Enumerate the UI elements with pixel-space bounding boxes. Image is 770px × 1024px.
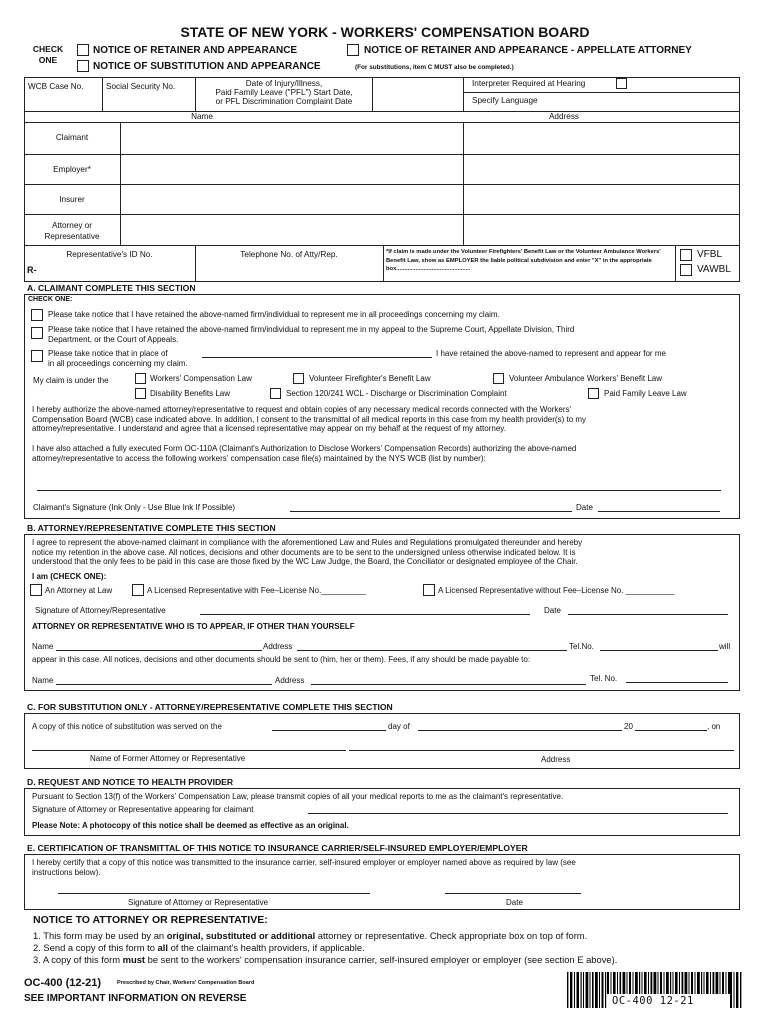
payee-tel-label: Tel. No. [590,674,618,683]
former-address-field[interactable] [349,750,734,751]
claimant-opt3-text-a: Please take notice that in place of [48,349,168,358]
year-field[interactable] [635,730,707,731]
appear-tel-field[interactable] [600,650,718,651]
claimant-signature-field[interactable] [290,511,572,512]
barcode-right [730,972,742,1008]
section-d-p2: Signature of Attorney or Representative appearing for claimant [32,805,254,814]
health-signature-field[interactable] [308,813,728,814]
licensed-nofee-checkbox[interactable] [423,584,435,596]
rep-id-label: Representative's ID No. [66,250,153,259]
date-injury-label: Date of Injury/Illness, Paid Family Leave ("PFL") Start Date, or PFL Discrimination Complaint Date [215,79,353,107]
notice-item-2: 2. Send a copy of this form to all of the claimant's health providers, if applicable. [33,942,365,953]
claim-under-label: My claim is under the [33,376,109,385]
certify-signature-label: Signature of Attorney or Representative [128,898,269,907]
claimant-date-label: Date [576,503,593,512]
claimant-opt3-checkbox[interactable] [31,350,43,362]
vfbl-label: VFBL [697,249,723,260]
payee-address-field[interactable] [311,684,586,685]
oc110a-paragraph: I have also attached a fully executed Form OC-110A (Claimant's Authorization to Disclose Workers' Compensation Records) authorizing the above-named attorney/representative to access the following workers' compensation case file(s) maintained by the NYS WCB (list by number): [32,444,577,463]
insurer-label: Insurer [59,195,85,204]
section-b-title: B. ATTORNEY/REPRESENTATIVE COMPLETE THIS SECTION [27,523,276,533]
month-field[interactable] [418,730,622,731]
pfl-checkbox[interactable] [588,388,599,399]
attorney-row-label: Attorney or Representative [44,221,100,241]
claimant-opt3-text-b: I have retained the above-named to represent and appear for me [436,349,666,358]
attorney-at-law-label: An Attorney at Law [45,586,113,595]
barcode-left [567,972,607,1008]
attorney-date-label: Date [544,606,561,615]
check-one-label: CHECK ONE [32,44,64,65]
former-attorney-label: Name of Former Attorney or Representative [90,754,246,763]
dbl-label: Disability Benefits Law [150,389,231,398]
notice-title: NOTICE TO ATTORNEY OR REPRESENTATIVE: [33,914,268,926]
form-number: OC-400 (12-21) [24,977,102,989]
previous-attorney-field[interactable] [202,357,432,358]
wcl-checkbox[interactable] [135,373,146,384]
vfbl-note: *If claim is made under the Volunteer Firefighters' Benefit Law or the Volunteer Ambulance Workers' Benefit Law, show as EMPLOYER the liable political subdivision and enter "X" in the appropriate box.............................................. [386,249,661,273]
retainer-checkbox[interactable] [77,44,89,56]
attorney-at-law-checkbox[interactable] [30,584,42,596]
barcode-top [607,972,730,994]
appellate-label: NOTICE OF RETAINER AND APPEARANCE - APPELLATE ATTORNEY [364,45,692,56]
section-e-title: E. CERTIFICATION OF TRANSMITTAL OF THIS NOTICE TO INSURANCE CARRIER/SELF-INSURED EMPLOYER/EMPLOYER [27,843,528,853]
appear-title: ATTORNEY OR REPRESENTATIVE WHO IS TO APPEAR, IF OTHER THAN YOURSELF [32,622,355,631]
dbl-checkbox[interactable] [135,388,146,399]
claimant-opt1-checkbox[interactable] [31,309,43,321]
agree-paragraph: I agree to represent the above-named claimant in compliance with the aforementioned Law and Rules and Regulations promulgated thereunder and hereby notice my retention in the above case. All notices, decisions and other documents are to be sent to the undersigned unless otherwise indicated below. It is understood that the only fees to be paid in this case are those fixed by the WC Law Judge, the Board, the Conciliator or designated employee of the Chair. [32,538,583,567]
vfbl-law-label: Volunteer Firefighter's Benefit Law [309,374,431,383]
interpreter-checkbox[interactable] [616,78,627,89]
authorize-paragraph: I hereby authorize the above-named attorney/representative to request and obtain copies of any necessary medical records connected with the Workers' Compensation Board (WCB) case indicated above. In addition, I consent to the transmittal of all medical reports in this case from my health provider(s) to my attorney/representative. I understand and agree that a licensed representative may appear on my behalf at the request of my attorney. [32,405,587,434]
notice-item-3: 3. A copy of this form must be sent to the workers' compensation insurance carrier, self-insured employer or employer (see section E above). [33,954,618,965]
vfbl-law-checkbox[interactable] [293,373,304,384]
former-attorney-field[interactable] [32,750,346,751]
substitution-label: NOTICE OF SUBSTITUTION AND APPEARANCE [93,61,321,72]
claimant-label: Claimant [55,133,89,142]
appear-address-label: Address [263,642,293,651]
substitution-note: (For substitutions, item C MUST also be completed.) [355,64,514,71]
i-am-label: I am (CHECK ONE): [32,572,107,581]
wcl-label: Workers' Compensation Law [150,374,252,383]
licensed-nofee-label: A Licensed Representative without Fee–License No. ___________ [438,586,675,595]
former-address-label: Address [541,755,571,764]
appear-address-field[interactable] [297,650,567,651]
telephone-label: Telephone No. of Atty/Rep. [240,250,338,259]
attorney-signature-label: Signature of Attorney/Representative [35,606,166,615]
notice-item-1: 1. This form may be used by an original, substituted or additional attorney or representative. Check appropriate box on top of form. [33,930,588,941]
section-a-check-one: CHECK ONE: [28,296,73,303]
day-of-label: day of [388,722,410,731]
certify-date-label: Date [506,898,523,907]
payee-name-field[interactable] [56,684,272,685]
see-reverse: SEE IMPORTANT INFORMATION ON REVERSE [24,993,247,1004]
payee-tel-field[interactable] [626,682,728,683]
appear-tel-label: Tel.No. [569,642,594,651]
ssn-label: Social Security No. [106,82,176,91]
vawbl-label: VAWBL [697,264,731,275]
vawbl-law-checkbox[interactable] [493,373,504,384]
appear-name-label: Name [32,642,54,651]
retainer-label: NOTICE OF RETAINER AND APPEARANCE [93,45,298,56]
pfl-label: Paid Family Leave Law [604,389,687,398]
section-d-title: D. REQUEST AND NOTICE TO HEALTH PROVIDER [27,777,234,787]
section-d-p1: Pursuant to Section 13(f) of the Workers' Compensation Law, please transmit copies of all your medical reports to me as the claimant's representative. [32,792,564,801]
section-c-title: C. FOR SUBSTITUTION ONLY - ATTORNEY/REPRESENTATIVE COMPLETE THIS SECTION [27,702,393,712]
claimant-opt1-text: Please take notice that I have retained the above-named firm/individual to represent me in all proceedings concerning my claim. [48,310,500,319]
section-a-title: A. CLAIMANT COMPLETE THIS SECTION [27,283,196,293]
appear-name-field[interactable] [56,650,262,651]
payee-address-label: Address [275,676,305,685]
copy-served-label: A copy of this notice of substitution was served on the [32,722,222,731]
will-label: will [719,642,731,651]
address-header: Address [548,112,580,121]
licensed-fee-checkbox[interactable] [132,584,144,596]
claimant-opt3-text-c: in all proceedings concerning my claim. [48,359,188,368]
r-prefix: R- [27,265,37,275]
vawbl-checkbox[interactable] [680,264,692,276]
attorney-date-field[interactable] [568,614,728,615]
payee-name-label: Name [32,676,54,685]
claimant-opt2-text: Please take notice that I have retained the above-named firm/individual to represent me in my appeal to the Supreme Court, Appellate Division, Third Department, or the Court of Appeals. [48,325,575,344]
licensed-fee-label: A Licensed Representative with Fee–License No.__________ [147,586,366,595]
wcb-case-no-label: WCB Case No. [28,82,84,91]
claimant-signature-label: Claimant's Signature (Ink Only - Use Blue Ink If Possible) [33,503,236,512]
prescribed-by: Prescribed by Chair, Workers' Compensation Board [117,980,255,986]
appellate-checkbox[interactable] [347,44,359,56]
interpreter-label: Interpreter Required at Hearing [472,79,586,88]
certify-date-field[interactable] [445,893,581,894]
barcode-text: OC-400 12-21 [612,995,694,1007]
claimant-opt2-checkbox[interactable] [31,327,43,339]
substitution-checkbox[interactable] [77,60,89,72]
on-label: , on [707,722,721,731]
certify-signature-field[interactable] [58,893,370,894]
case-files-field[interactable] [37,490,721,491]
appear-paragraph: appear in this case. All notices, decisions and other documents should be sent to (him, her or them). Fees, if any should be made payable to: [32,655,531,664]
section120-label: Section 120/241 WCL - Discharge or Discrimination Complaint [286,389,507,398]
vawbl-law-label: Volunteer Ambulance Workers' Benefit Law [509,374,663,383]
attorney-signature-field[interactable] [200,614,530,615]
section-d-note: Please Note: A photocopy of this notice shall be deemed as effective as an original. [32,821,349,830]
vfbl-checkbox[interactable] [680,249,692,261]
section120-checkbox[interactable] [270,388,281,399]
language-label: Specify Language [472,96,538,105]
claimant-date-field[interactable] [598,511,720,512]
served-on-field[interactable] [272,730,386,731]
name-header: Name [191,112,213,121]
employer-label: Employer* [53,165,91,174]
form-title: STATE OF NEW YORK - WORKERS' COMPENSATION BOARD [180,24,590,40]
notice-list [33,930,617,966]
section-e-paragraph: I hereby certify that a copy of this notice was transmitted to the insurance carrier, self-insured employer or employer named above as required by law (see instructions below). [32,858,576,877]
year-prefix: 20 [624,722,633,731]
